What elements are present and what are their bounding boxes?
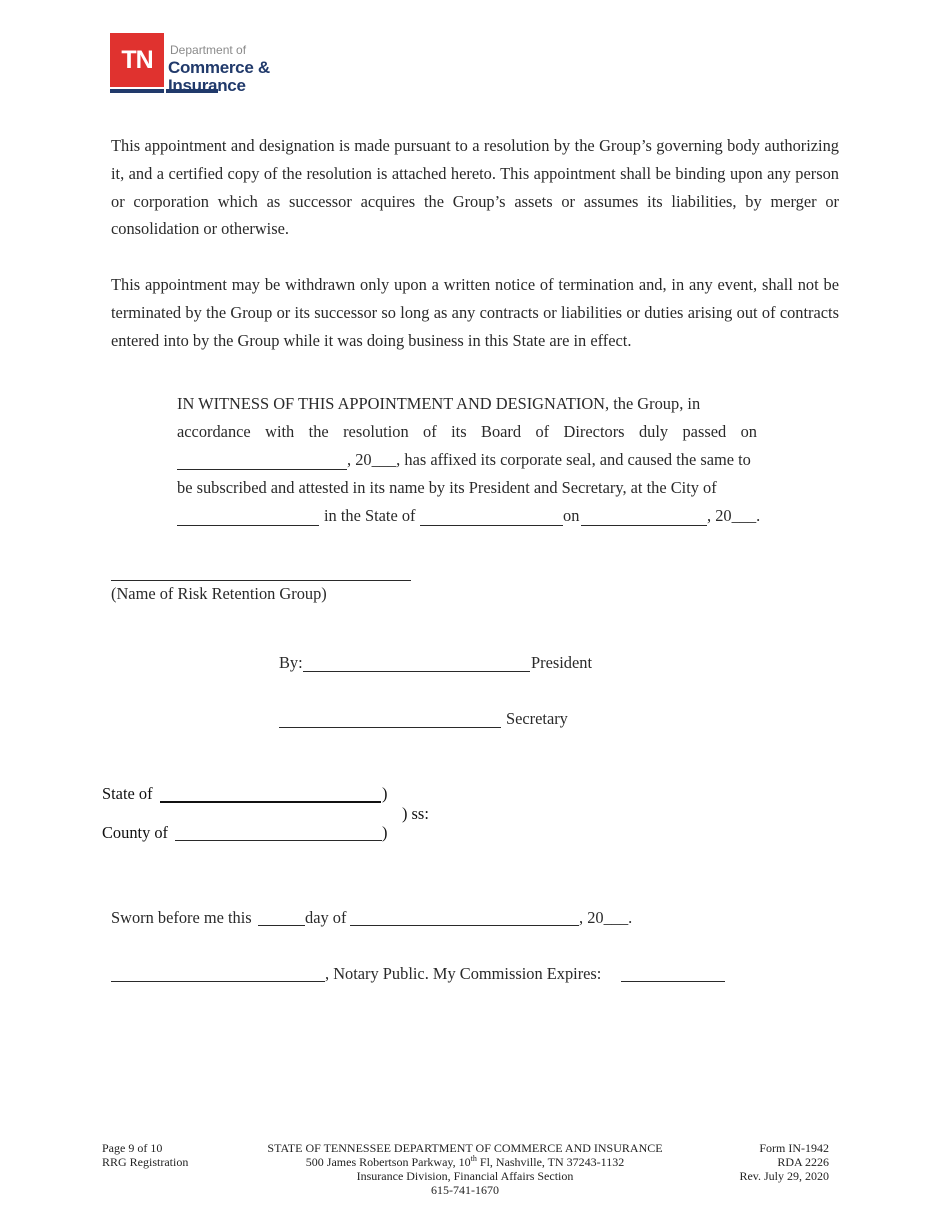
logo-insurance-text: Insurance bbox=[168, 76, 246, 95]
notary-label: , Notary Public. My Commission Expires: bbox=[325, 964, 602, 983]
logo-commerce-text: Commerce & bbox=[168, 58, 270, 77]
logo-department-text: Department of bbox=[170, 43, 247, 57]
group-name-line[interactable] bbox=[111, 580, 411, 581]
footer-section: RRG Registration bbox=[102, 1155, 189, 1169]
president-label: President bbox=[531, 653, 593, 672]
venue-state-paren: ) bbox=[382, 784, 388, 803]
notary-signature-line[interactable] bbox=[111, 981, 325, 982]
logo-underline bbox=[110, 89, 164, 93]
witness-state-label: in the State of bbox=[324, 506, 416, 525]
witness-line-3: , 20___, has affixed its corporate seal, and caused the same to bbox=[347, 450, 751, 469]
state-blank[interactable] bbox=[420, 525, 563, 526]
footer-address-ordinal: th bbox=[470, 1154, 477, 1163]
group-name-label: (Name of Risk Retention Group) bbox=[111, 584, 327, 603]
footer-rda: RDA 2226 bbox=[777, 1155, 829, 1169]
secretary-label: Secretary bbox=[506, 709, 568, 728]
footer-revision: Rev. July 29, 2020 bbox=[739, 1169, 829, 1183]
footer-left bbox=[102, 1141, 188, 1169]
tn-commerce-insurance-logo bbox=[110, 33, 275, 95]
tn-logo-mark: TN bbox=[110, 33, 164, 87]
witness-year: , 20___. bbox=[707, 506, 761, 525]
withdrawal-paragraph: This appointment may be withdrawn only upon a written notice of termination and, in any event, shall not be terminated by the Group or its successor so long as any contracts or liabilities or duties arising out of contracts entered into by the Group while it was doing business in this State are in effect. bbox=[111, 275, 839, 350]
footer-phone: 615-741-1670 bbox=[431, 1183, 499, 1197]
signing-date-blank[interactable] bbox=[581, 525, 707, 526]
witness-line-1: IN WITNESS OF THIS APPOINTMENT AND DESIGNATION, the Group, in bbox=[177, 394, 701, 413]
footer-page-number: Page 9 of 10 bbox=[102, 1141, 163, 1155]
appointment-paragraph: This appointment and designation is made pursuant to a resolution by the Group’s governing body authorizing it, and a certified copy of the resolution is attached hereto. This appointment shall be binding upon any person or corporation which as successor acquires the Group’s assets or assumes its liabilities, by merger or consolidation or otherwise. bbox=[111, 136, 839, 239]
footer-center bbox=[255, 1141, 675, 1197]
footer-address-city: Fl, Nashville, TN 37243-1132 bbox=[476, 1155, 625, 1169]
footer-right bbox=[700, 1141, 829, 1183]
commission-expires-blank[interactable] bbox=[621, 981, 725, 982]
venue-state-blank[interactable] bbox=[160, 801, 381, 803]
secretary-signature-line[interactable] bbox=[279, 727, 501, 728]
venue-state-label: State of bbox=[102, 784, 153, 803]
witness-on-label: on bbox=[563, 506, 580, 525]
venue-county-paren: ) bbox=[382, 823, 388, 842]
by-label: By: bbox=[279, 653, 303, 672]
witness-line-4: be subscribed and attested in its name by its President and Secretary, at the City of bbox=[177, 478, 717, 497]
resolution-date-blank[interactable] bbox=[177, 469, 347, 470]
sworn-day-blank[interactable] bbox=[258, 925, 305, 926]
sworn-year-label: , 20___. bbox=[579, 908, 633, 927]
venue-county-label: County of bbox=[102, 823, 169, 842]
president-signature-line[interactable] bbox=[303, 671, 530, 672]
city-blank[interactable] bbox=[177, 525, 319, 526]
footer-address-street: 500 James Robertson Parkway, 10 bbox=[305, 1155, 471, 1169]
venue-county-blank[interactable] bbox=[175, 840, 382, 841]
sworn-month-blank[interactable] bbox=[350, 925, 579, 926]
footer-division: Insurance Division, Financial Affairs Section bbox=[356, 1169, 574, 1183]
footer-agency: STATE OF TENNESSEE DEPARTMENT OF COMMERCE AND INSURANCE bbox=[267, 1141, 663, 1155]
sworn-day-of-label: day of bbox=[305, 908, 347, 927]
footer-address bbox=[255, 1155, 675, 1169]
sworn-label: Sworn before me this bbox=[111, 908, 252, 927]
venue-ss-label: ) ss: bbox=[402, 804, 429, 823]
footer-form-number: Form IN-1942 bbox=[759, 1141, 829, 1155]
witness-line-2: accordance with the resolution of its Board of Directors duly passed on bbox=[177, 422, 757, 441]
